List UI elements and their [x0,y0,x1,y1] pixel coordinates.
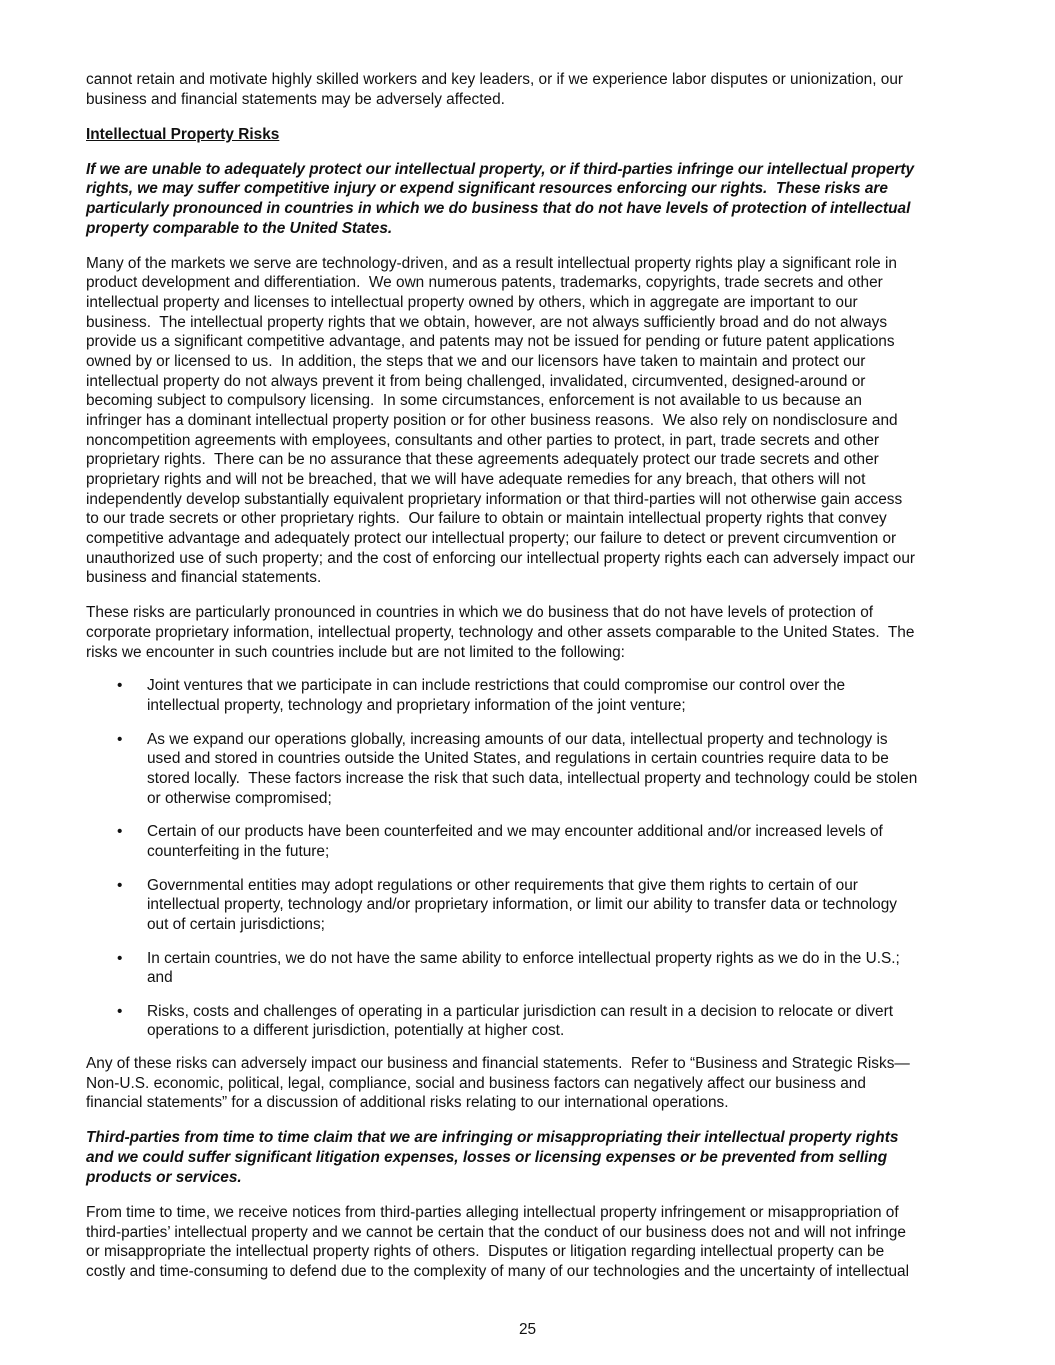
intro-paragraph: cannot retain and motivate highly skilled workers and key leaders, or if we experience labor disputes or unionization, our business and financial statements may be adversely affected. [86,71,904,108]
bullet-marker: • [117,876,123,894]
risk-headline-ip-protection: If we are unable to adequately protect our intellectual property, or if third-parties infringe our intellectual property rights, we may suffer competitive injury or expend significant resources enforcing our rights. These risks are particularly pronounced in countries in which we do business that do not have levels of protection of intellectual property comparable to the United States. [86,160,915,237]
bullet-marker: • [117,730,123,748]
list-item [86,949,986,988]
document-body [86,70,986,1297]
page-number: 25 [518,1321,537,1338]
bullet-marker: • [117,823,123,841]
section-heading: Intellectual Property Risks [86,125,280,143]
risk-headline-infringement-claims: Third-parties from time to time claim that we are infringing or misappropriating their intellectual property rights and we could suffer significant litigation expenses, losses or licensing expenses or be prevented from selling products or services. [86,1129,899,1186]
risk-bullet-list [86,676,986,1041]
ip-protection-paragraph: Many of the markets we serve are technology-driven, and as a result intellectual property rights play a significant role in product development and differentiation. We own numerous patents, trademarks, copyrights, trade secrets and other intellectual property and licenses to intellectual property owned by others, which in aggregate are important to our business. The intellectual property rights that we obtain, however, are not always sufficiently broad and do not always provide us a significant competitive advantage, and patents may not be issued for pending or future patent applications owned by or licensed to us. In addition, the steps that we and our licensors have taken to maintain and protect our intellectual property do not always prevent it from being challenged, invalidated, circumvented, designed-around or becoming subject to compulsory licensing. In some circumstances, enforcement is not available to us because an infringer has a dominant intellectual property position or for other business reasons. We also rely on nondisclosure and noncompetition agreements with employees, consultants and other parties to protect, in part, trade secrets and other proprietary rights. There can be no assurance that these agreements adequately protect our trade secrets and other proprietary rights and will not be breached, that we will have adequate remedies for any breach, that others will not independently develop substantially equivalent proprietary information or that third-parties will not otherwise gain access to our trade secrets or other proprietary rights. Our failure to obtain or maintain intellectual property rights that convey competitive advantage and adequately protect our intellectual property; our failure to detect or prevent circumvention or unauthorized use of such property; and the cost of enforcing our intellectual property rights each can adversely impact our business and financial statements. [86,254,915,587]
list-item [86,1002,986,1041]
bullet-marker: • [117,949,123,967]
list-item [86,730,986,809]
list-item [86,822,986,861]
bullet-text: Joint ventures that we participate in can include restrictions that could compromise our control over the intellectual property, technology and proprietary information of the joint venture; [147,677,846,714]
bullet-text: As we expand our operations globally, increasing amounts of our data, intellectual property and technology is used and stored in countries outside the United States, and regulations in certain countries require data to be stored locally. These factors increase the risk that such data, intellectual property and technology could be stolen or otherwise compromised; [147,730,918,807]
list-item [86,876,986,935]
bullet-text: Certain of our products have been counterfeited and we may encounter additional and/or increased levels of counterfeiting in the future; [147,823,883,860]
list-item [86,676,986,715]
international-risks-paragraph: Any of these risks can adversely impact our business and financial statements. Refer to “Business and Strategic Risks— Non-U.S. economic, political, legal, compliance, social and business factors can negatively affect our business and financial statements” for a discussion of additional risks relating to our international operations. [86,1055,910,1112]
infringement-claims-paragraph: From time to time, we receive notices from third-parties alleging intellectual property infringement or misappropriation of third-parties’ intellectual property and we cannot be certain that the conduct of our business does not and will not infringe or misappropriate the intellectual property rights of others. Disputes or litigation regarding intellectual property can be costly and time-consuming to defend due to the complexity of many of our technologies and the uncertainty of intellectual [86,1203,910,1280]
bullet-text: Governmental entities may adopt regulations or other requirements that give them rights to certain of our intellectual property, technology and/or proprietary information, or limit our ability to transfer data or technology out of certain jurisdictions; [147,876,897,933]
bullet-marker: • [117,1002,123,1020]
bullet-marker: • [117,677,123,695]
bullet-text: Risks, costs and challenges of operating in a particular jurisdiction can result in a decision to relocate or divert operations to a different jurisdiction, potentially at higher cost. [147,1002,893,1040]
pronounced-risks-paragraph: These risks are particularly pronounced in countries in which we do business that do not have levels of protection of corporate proprietary information, intellectual property, technology and other assets comparable to the United States. The risks we encounter in such countries include but are not limited to the following: [86,604,915,661]
bullet-text: In certain countries, we do not have the same ability to enforce intellectual property rights as we do in the U.S.; and [147,949,900,987]
